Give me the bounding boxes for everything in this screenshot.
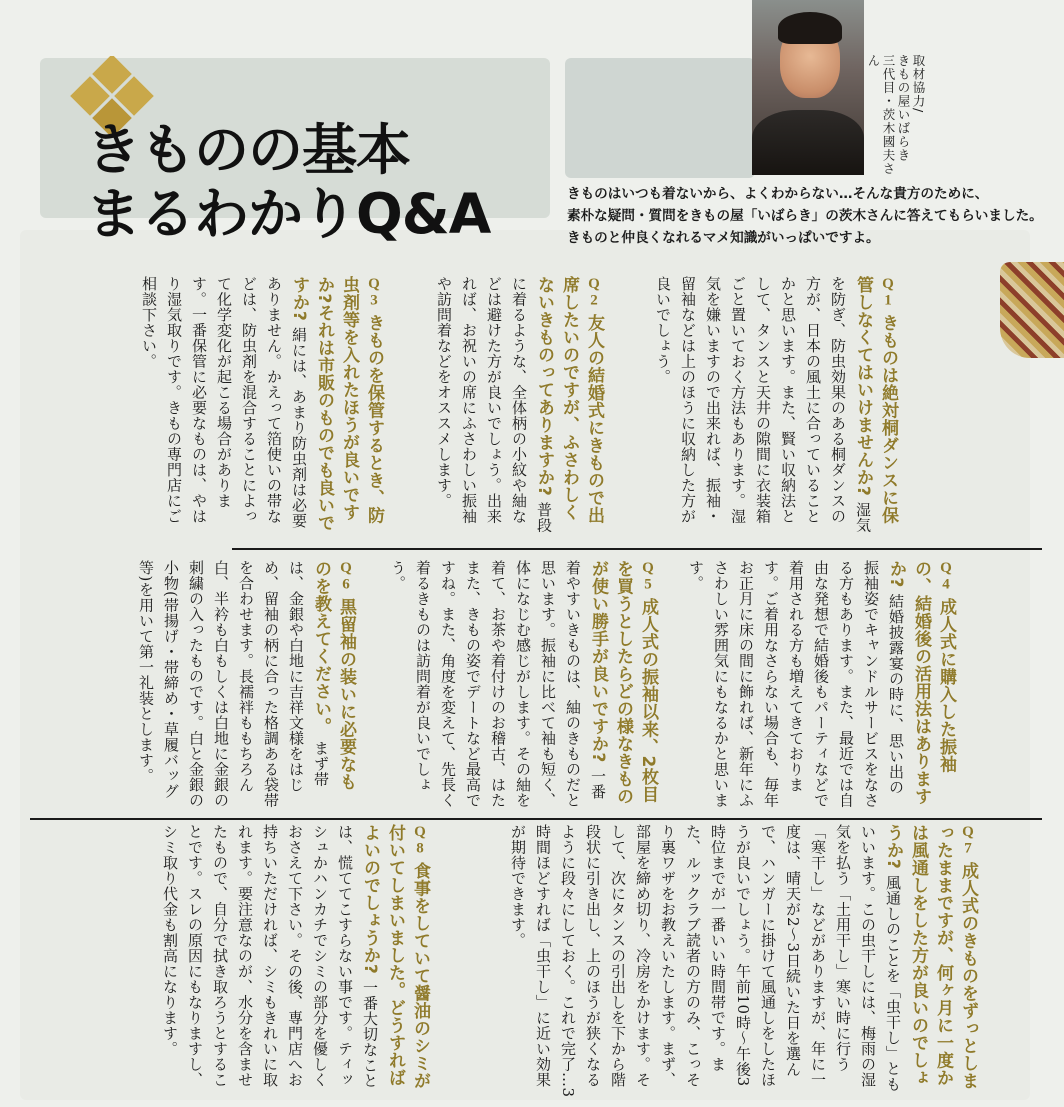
lead-text	[567, 183, 1064, 249]
question-number: Q6	[338, 560, 354, 593]
qa-item-q3	[94, 276, 386, 536]
question-number: Q2	[586, 276, 602, 309]
question-text: きものを保管するとき、防虫剤等を入れたほうが良いですか?それは市販のものでも良いですか?	[289, 276, 384, 532]
portrait-photo	[752, 0, 864, 175]
question-text: 食事をしていて醤油のシミが付いてしまいました。どうすればよいのでしょうか?	[360, 824, 430, 1090]
lead-line: きものはいつも着ないから、よくわからない…そんな貴方のために、	[567, 186, 989, 202]
question-text: 友人の結婚式にきもので出席したいのですが、ふさわしくないきものってありますか?	[534, 276, 604, 525]
credit-line: きもの屋いばらき	[896, 54, 911, 162]
question-text: 黒留袖の装いに必要なものを教えてください。	[311, 560, 356, 791]
qa-item-q2	[410, 276, 606, 536]
qa-item-q1	[608, 276, 900, 536]
answer-text: まず帯は、金銀や白地に吉祥文様をはじめ、留袖の柄に合った格調ある袋帯を合わせます。長襦袢ももちろん白、半衿も白もしくは白地に金銀の刺繍の入ったものです。白と金銀の小物(帯揚げ・帯締め・草履バッグ等)を用いて第一礼装とします。	[137, 560, 330, 808]
qa-item-q7	[440, 824, 980, 1100]
lead-line: きものと仲良くなれるマメ知識がいっぱいですよ。	[567, 230, 880, 246]
qa-item-q4	[668, 560, 958, 808]
qa-item-q5	[362, 560, 660, 808]
credit-line: 取材協力/	[911, 54, 926, 114]
question-number: Q3	[366, 276, 382, 309]
page-title	[86, 118, 490, 246]
question-number: Q7	[960, 824, 976, 857]
row-divider	[232, 548, 1042, 550]
question-number: Q4	[938, 560, 954, 593]
question-text: 成人式の振袖以来、2枚目を買うとしたらどの様なきものが使い勝手が良いですか?	[588, 560, 658, 805]
credit-line: 三代目・茨木國夫さん	[866, 54, 896, 176]
question-number: Q1	[880, 276, 896, 309]
question-number: Q5	[640, 560, 656, 593]
answer-text: 風通しのことを「虫干し」ともいいます。この虫干しには、梅雨の湿気を払う「土用干し」寒い時に行う「寒干し」などがありますが、年に一度は、晴天が2〜3日続いた日を選んで、ハンガーに掛けて風通しをしたほうが良いでしょう。午前10時〜午後3時位までが一番いい時間帯です。また、ルックラブ読者の方のみ、こっそり裏ワザをお教えいたします。まず、部屋を締め切り、冷房をかけます。そして、次にタンスの引出しを下から階段状に引き出し、上のほうが狭くなるように段々にしておく。これで完了…3時間ほどすれば「虫干し」に近い効果が期待できます。	[509, 824, 902, 1098]
answer-text: 普段に着るような、全体柄の小紋や紬などは避けた方が良いでしょう。出来れば、お祝いの席にふさわしい振袖や訪問着などをオススメします。	[435, 276, 553, 533]
answer-text: 一番大切なことは、慌ててこすらない事です。ティッシュかハンカチでシミの部分を優しくおさえて下さい。その後、専門店へお持ちいただければ、シミもきれいに取れます。要注意なのが、水分を含ませたもので、自分で拭き取ろうとすることです。スレの原因にもなりますし、シミ取り代金も割高になります。	[161, 824, 379, 1089]
answer-text: 結婚披露宴の時に、思い出の振袖姿でキャンドルサービスをなさる方もあります。また、最近では自由な発想で結婚後もパーティなどで着用される方も増えてきております。ご着用なさらない場合も、毎年お正月に床の間に飾れば、新年にふさわしい雰囲気にもなるかと思います。	[687, 560, 905, 808]
interview-credit	[866, 54, 926, 184]
question-number: Q8	[412, 824, 428, 857]
title-line-1: きものの基本	[86, 118, 411, 182]
answer-text: 湿気を防ぎ、防虫効果のある桐ダンスの方が、日本の風土に合っていることかと思います。また、賢い収納法として、タンスと天井の隙間に衣装箱ごと置いておく方法もあります。湿気を嫌いますので出来れば、振袖・留袖などは上のほうに収納した方が良いでしょう。	[654, 276, 872, 533]
qa-item-q8	[90, 824, 432, 1100]
background-panel-right	[565, 58, 755, 178]
fabric-pattern	[1000, 262, 1064, 358]
question-text: 成人式に購入した振袖の、結婚後の活用法はありますか?	[886, 560, 956, 805]
title-line-2: まるわかりQ&A	[86, 182, 491, 246]
qa-item-q6	[88, 560, 358, 808]
answer-text: 絹には、あまり防虫剤は必要ありません。かえって箔使いの帯などは、防虫剤を混合することによって化学変化が起こる場合があります。一番保管に必要なものは、やはり湿気取りです。きもの専門店にご相談下さい。	[140, 276, 308, 529]
lead-line: 素朴な疑問・質問をきもの屋「いばらき」の茨木さんに答えてもらいました。	[567, 208, 1043, 224]
answer-text: 一番着やすいきものは、紬のきものだと思います。振袖に比べて袖も短く、体になじむ感じがします。その紬を着て、お茶や着付けのお稽古、はたまた、きもの姿でデートなど最高ですね。また、角度を変えて、先長く着るきものは訪問着が良いでしょう。	[389, 560, 607, 808]
question-text: 成人式のきものをずっとしまったままですが、何ヶ月に一度かは風通しをした方が良いのでしょうか?	[883, 824, 978, 1090]
row-divider	[30, 818, 1042, 820]
question-text: きものは絶対桐ダンスに保管しなくてはいけませんか?	[853, 276, 898, 525]
